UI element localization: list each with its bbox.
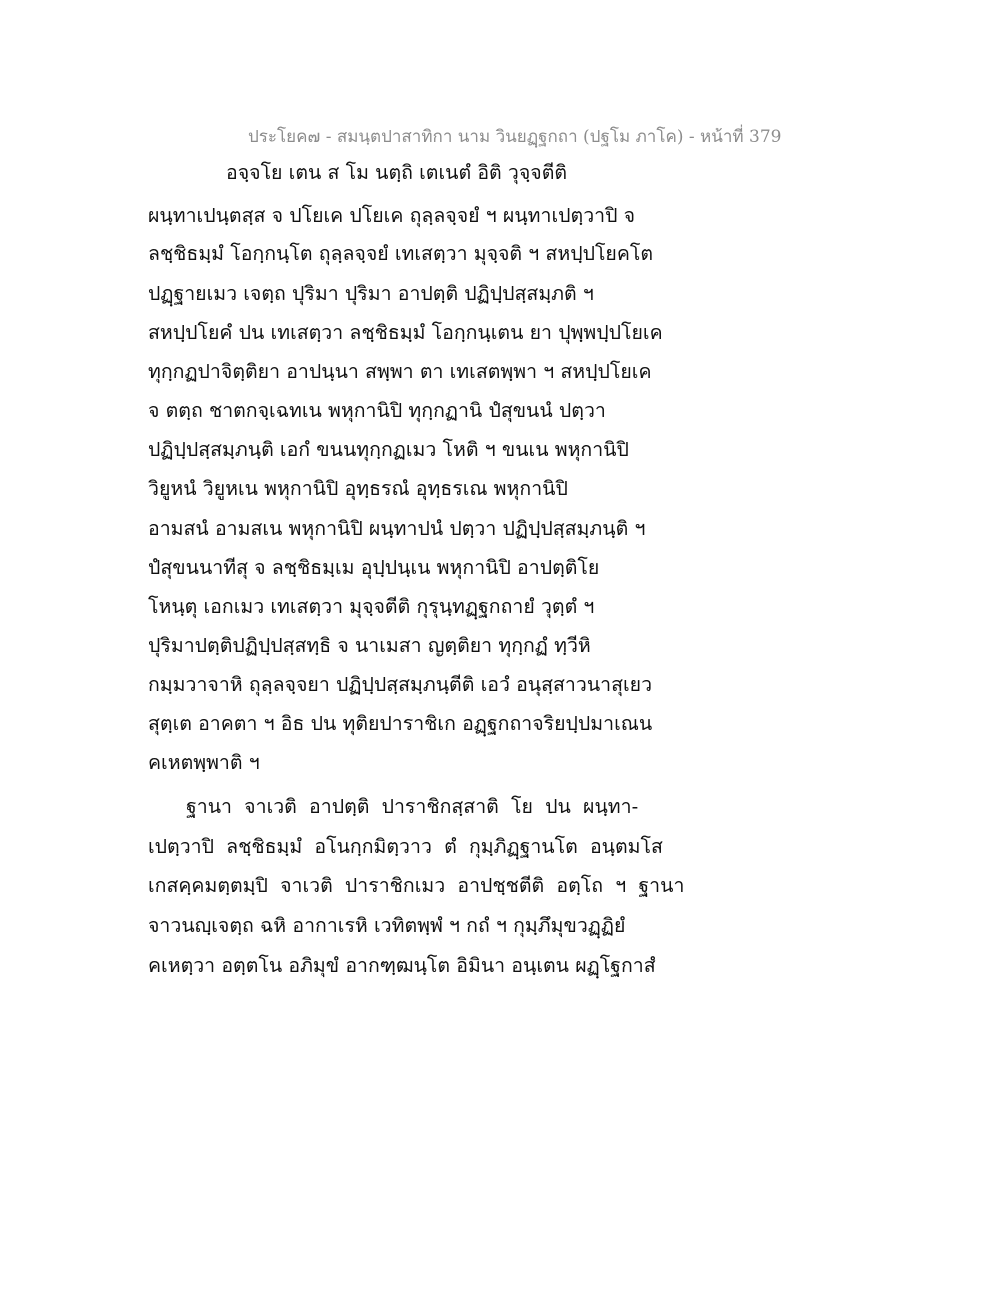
paragraph-line: ปุริมาปตฺติปฏิปฺปสฺสทฺธิ จ นาเมสา ญตฺติยา ทุกฺกฏํ ทฺวีหิ (148, 634, 591, 657)
paragraph-line: คเหตฺวา อตฺตโน อภิมุขํ อากฑฺฒนฺโต อิมินา อนฺเตน ผฏฺโฐกาสํ (148, 954, 656, 977)
paragraph-line: ลชฺชิธมฺมํ โอกฺกนฺโต ถุลฺลจฺจยํ เทเสตฺวา มุจฺจติ ฯ สหปฺปโยคโต (148, 242, 654, 265)
paragraph-line: สุตฺเต อาคตา ฯ อิธ ปน ทุติยปาราชิเก อฏฺฐกถาจริยปฺปมาเณน (148, 712, 653, 735)
paragraph-line: อจฺจโย เตน ส โม นตฺถิ เตเนตํ อิติ วุจฺจตีติ (226, 161, 568, 184)
paragraph-line: ผนฺทาเปนฺตสฺส จ ปโยเค ปโยเค ถุลฺลจฺจยํ ฯ ผนฺทาเปตฺวาปิ จ (148, 204, 636, 227)
paragraph-line: เปตฺวาปิ ลชฺชิธมฺมํ อโนกฺกมิตฺวาว ตํ กุมฺภิฏฺฐานโต อนฺตมโส (148, 835, 663, 858)
paragraph-line: ทุกฺกฏปาจิตฺติยา อาปนฺนา สพฺพา ตา เทเสตพฺพา ฯ สหปฺปโยเค (148, 360, 652, 383)
paragraph-line: คเหตพฺพาติ ฯ (148, 751, 260, 774)
paragraph-line: ปํสุขนนาทีสุ จ ลชฺชิธมฺเม อุปฺปนฺเน พหุกานิปิ อาปตฺติโย (148, 556, 600, 579)
paragraph-line: โหนฺตุ เอกเมว เทเสตฺวา มุจฺจตีติ กุรุนฺทฏฺฐกถายํ วุตฺตํ ฯ (148, 595, 595, 618)
paragraph-line: สหปฺปโยคํ ปน เทเสตฺวา ลชฺชิธมฺมํ โอกฺกนฺเตน ยา ปุพฺพปฺปโยเค (148, 321, 663, 344)
paragraph-line: กมฺมวาจาหิ ถุลฺลจฺจยา ปฏิปฺปสฺสมฺภนฺตีติ เอวํ อนุสฺสาวนาสุเยว (148, 673, 653, 696)
paragraph-line: วิยูหนํ วิยูหเน พหุกานิปิ อุทฺธรณํ อุทฺธรเณ พหุกานิปิ (148, 477, 568, 500)
paragraph-line: เกสคฺคมตฺตมฺปิ จาเวติ ปาราชิกเมว อาปชฺชตีติ อตฺโถ ฯ ฐานา (148, 874, 685, 897)
paragraph-line: จ ตตฺถ ชาตกจฺเฉทเน พหุกานิปิ ทุกฺกฏานิ ปํสุขนนํ ปตฺวา (148, 399, 606, 422)
paragraph-line: ฐานา จาเวติ อาปตฺติ ปาราชิกสฺสาติ โย ปน ผนฺทา- (186, 795, 639, 818)
page-header: ประโยค๗ - สมนฺตปาสาทิกา นาม วินยฏฺฐกถา (ปฐโม ภาโค) - หน้าที่ 379 (248, 127, 782, 147)
paragraph-line: ปฏิปฺปสฺสมฺภนฺติ เอกํ ขนนทุกฺกฏเมว โหติ ฯ ขนเน พหุกานิปิ (148, 438, 629, 461)
paragraph-line: จาวนญฺเจตฺถ ฉหิ อากาเรหิ เวทิตพฺพํ ฯ กถํ ฯ กุมฺภึมุขวฏฺฏิยํ (148, 914, 626, 937)
paragraph-line: ปฏฺฐายเมว เจตฺถ ปุริมา ปุริมา อาปตฺติ ปฏิปฺปสฺสมฺภติ ฯ (148, 282, 594, 305)
paragraph-line: อามสนํ อามสเน พหุกานิปิ ผนฺทาปนํ ปตฺวา ปฏิปฺปสฺสมฺภนฺติ ฯ (148, 517, 646, 540)
